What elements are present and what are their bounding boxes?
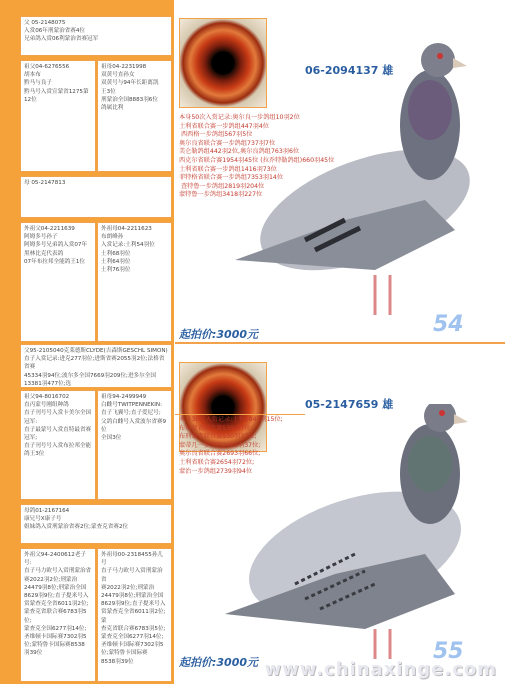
top-maternal-grandfather: 外祖父04-2211639 阿姆多号孙子 阿姆多号兄弟鸽入赏07年 黑林比克代表鸽 07年布拉邦全能鸽王1位: [20, 222, 96, 342]
top-pigeon-section: [175, 0, 505, 342]
starting-price: 起拍价:3000元: [179, 656, 259, 669]
bottom-father-box: 父95-2105040克莱德斯CLYDE(吉森斯GESCHL SIMON) 直子入赏记录:进克277羽位;进斯省赛2055羽2位;法格省省赛 45334羽94位;波尔多全国7669羽209位;进多尔全国13381羽477位;选: [20, 344, 172, 388]
achievement-list: 本身36次入赏记录:土利1841羽15位; 布刑蒙省联合赛539羽7位; 布刑蒙省联合赛530羽37位; 蒙蒂几一步鸽组2481羽37位; 奥尔良省联合赛2693羽66位; 土利省联合赛2654羽72位; 蒙治一步鸽组2739羽94位: [179, 416, 283, 475]
top-mother-box: 母 05-2147813: [20, 176, 172, 218]
bottom-pigeon-section: [175, 342, 505, 686]
top-father-box: 父 05-2148075 入赏06年刑蒙治省赛4位 兄弟鸽入赏06利蒙治省赛冠军: [20, 16, 172, 56]
lot-number: 54: [433, 312, 464, 337]
bottom-maternal-grandfather: 外祖父94-2400612老子号: 直子马力欧号入赏刑蒙治省 赛2022羽2位;刑蒙治 24479羽8位;刑蒙治全国 8629羽9位;直子提米号入 赏蒙查克全省6011羽2位; 蒙查克省联合赛6783羽5位; 蒙查克全国6277羽14位; 圣维顿卡国际赛7302羽5 位;蒙特鲁卡国际赛8538 羽39位: [20, 548, 96, 682]
divider: [175, 414, 305, 415]
bottom-mother-box: 母鸽01-2167164 康兄号X康子号 姐妹鸽入赏刑蒙治省赛2位;蒙查克省赛2位: [20, 504, 172, 544]
ring-number: 06-2094137 雄: [305, 64, 394, 77]
watermark: www.chinaxinge.com: [264, 659, 497, 680]
top-maternal-grandmother: 外祖母04-2211623 布朗峰孙 入赏记录:土利54羽位 土利68羽位 土利64羽位 土利76羽位: [97, 222, 172, 342]
ring-number: 05-2147659 雄: [305, 398, 394, 411]
starting-price: 起拍价:3000元: [179, 328, 259, 341]
pedigree-panel: [0, 0, 174, 684]
lot-number: 55: [433, 639, 464, 664]
bottom-paternal-grandmother: 祖母94-2499949 白雌号TWITPENNEKIN: 直子飞翼号;直子爱尼号; 父鸽白雌号入赏波尔省赛9位 全国3位: [97, 390, 172, 500]
bottom-paternal-grandfather: 祖父94-8016702 直丙蒙号刚组种鸽 直子刊号号入赏卡美尔全国 冠军: 直子最蒙号入赏直特最省赛 冠军; 直子刊号号入赏布拉邦全能 鸽王3位: [20, 390, 96, 500]
achievement-list: 本身50次入赏记录:奥尔良一步鸽组10羽2位 土利省联合赛一步鸽组447羽4位 西西格一步鸽组567羽5位 奥尔良省联合赛一步鸽组737羽7位 美仑勒鸽组442羽2位,奥尔良鸽组763羽6位 西克尔省联合赛1954羽45位 (拉乔特勒鸽组)660羽45位 土利省联合赛一步鸽组1416羽73位 菲特格省联合赛一步鸽组7353羽14位 查特鲁一步鸽组2819羽204位 蒙特鲁一步鸽组3418羽227位: [179, 114, 335, 199]
top-paternal-grandfather: 祖父04-6276556 胡本布 黔马与良子 黔马号入赏宣蒙省1275第 12位: [20, 60, 96, 172]
top-paternal-grandmother: 祖母04-2231998 双黄号直孙女 双黄号与94年长距离凯 王3位 刑蒙治全国8883羽6位 鸽属比利: [97, 60, 172, 172]
bottom-maternal-grandmother: 外祖母00-2318455孙儿号 直子马力欧号入赏刑蒙治省 赛2022羽2位;刑蒙治 24479羽8位;刑蒙治全国 8629羽9位;直子提米号入 赏蒙查克全省6011羽2位;蒙 查克省联合赛6783羽5位; 蒙查克全国6277羽14位; 圣维顿卡国际赛7302羽5 位;蒙特鲁卡国际赛 8538羽39位: [97, 548, 172, 682]
